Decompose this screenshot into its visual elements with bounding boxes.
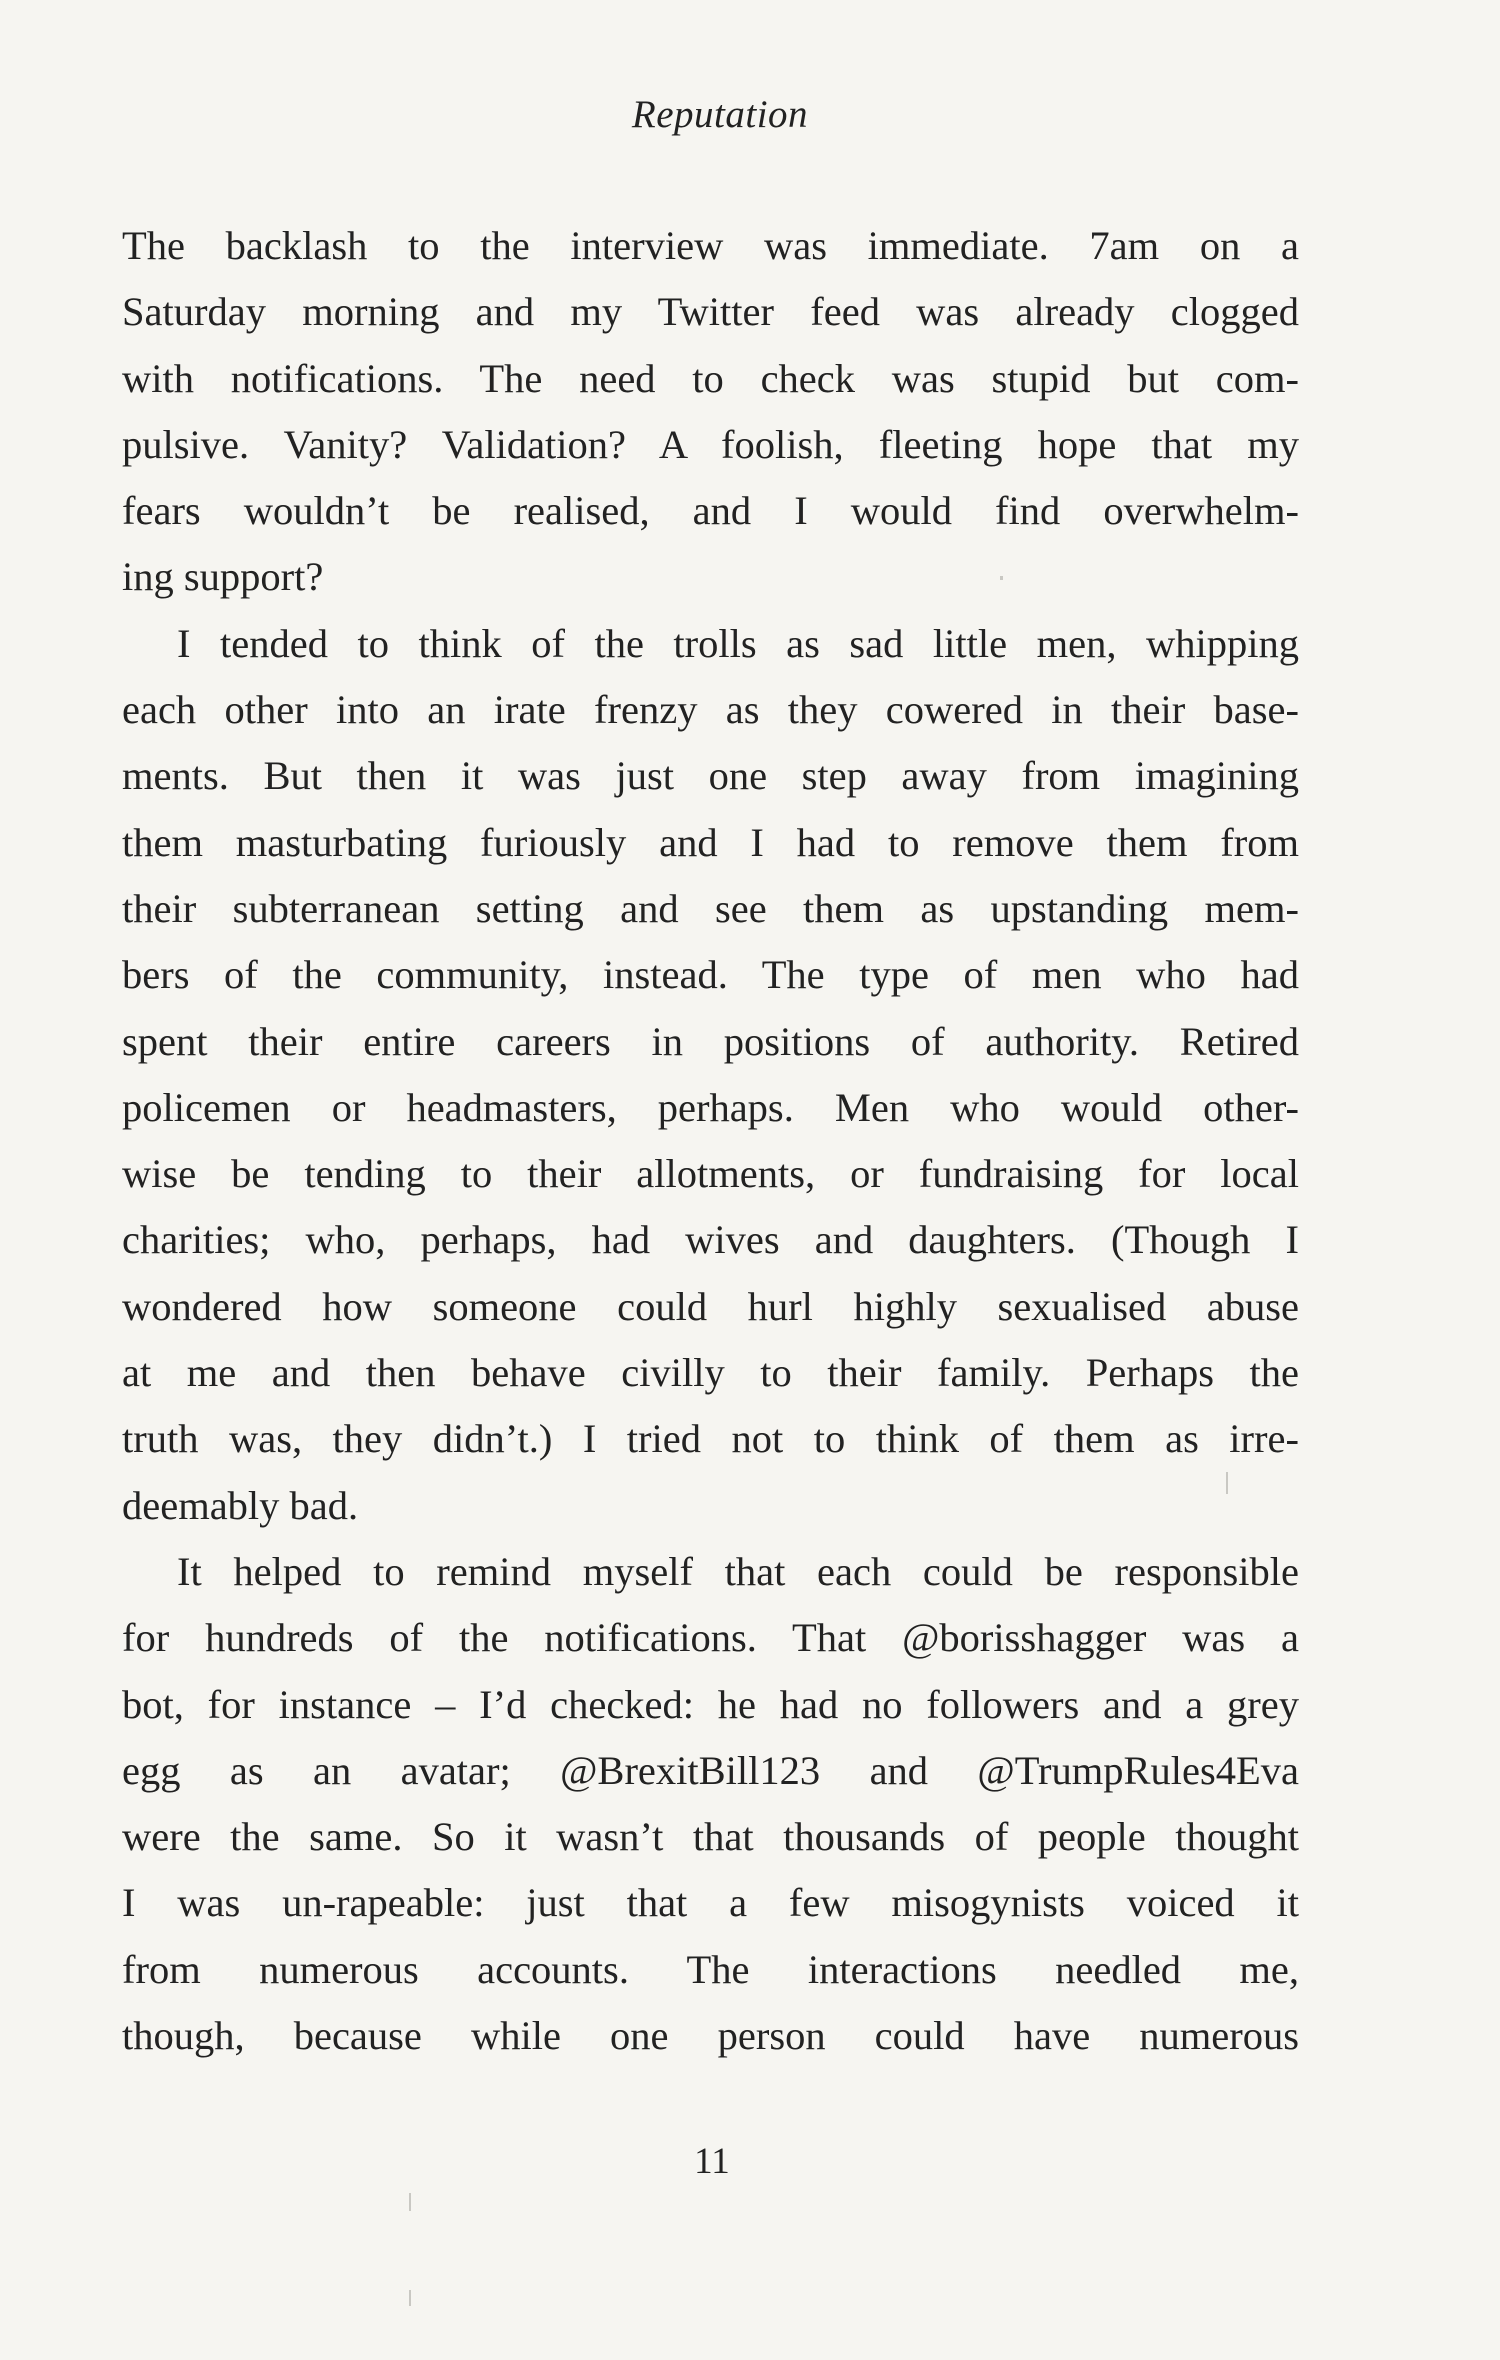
text-line: policemen or headmasters, perhaps. Men who would other-	[122, 1084, 1299, 1130]
text-line: pulsive. Vanity? Validation? A foolish, fleeting hope that my	[122, 421, 1299, 467]
text-line: spent their entire careers in positions of authority. Retired	[122, 1018, 1299, 1064]
text-line: The backlash to the interview was immediate. 7am on a	[122, 223, 1299, 268]
scan-speck	[409, 2193, 411, 2211]
text-line: truth was, they didn’t.) I tried not to think of them as irre-	[122, 1416, 1299, 1462]
text-line: from numerous accounts. The interactions needled me,	[122, 1946, 1299, 1992]
text-line: Saturday morning and my Twitter feed was already clogged	[122, 289, 1299, 335]
scan-speck	[1000, 576, 1003, 580]
text-line: wise be tending to their allotments, or fundraising for local	[122, 1151, 1299, 1197]
text-line: I tended to think of the trolls as sad little men, whipping	[177, 620, 1299, 666]
text-line: I was un-rapeable: just that a few misogynists voiced it	[122, 1880, 1299, 1926]
text-line: at me and then behave civilly to their family. Perhaps the	[122, 1350, 1299, 1396]
text-line: egg as an avatar; @BrexitBill123 and @TrumpRules4Eva	[122, 1747, 1299, 1793]
text-line: each other into an irate frenzy as they cowered in their base-	[122, 687, 1299, 733]
text-line: with notifications. The need to check was stupid but com-	[122, 355, 1299, 401]
text-line: deemably bad.	[122, 1482, 359, 1528]
text-line: bers of the community, instead. The type of men who had	[122, 952, 1299, 998]
text-line: wondered how someone could hurl highly sexualised abuse	[122, 1283, 1299, 1329]
running-head-title: Reputation	[631, 93, 809, 136]
text-line: charities; who, perhaps, had wives and daughters. (Though I	[122, 1217, 1299, 1263]
page-number: 11	[694, 2141, 730, 2182]
text-line: ments. But then it was just one step away from imagining	[122, 753, 1299, 799]
text-line: them masturbating furiously and I had to remove them from	[122, 819, 1299, 865]
scan-speck	[409, 2290, 411, 2306]
text-line: were the same. So it wasn’t that thousands of people thought	[122, 1814, 1299, 1860]
text-line: their subterranean setting and see them as upstanding mem-	[122, 885, 1299, 931]
text-line: ing support?	[122, 554, 324, 600]
text-line: fears wouldn’t be realised, and I would find overwhelm-	[122, 488, 1299, 534]
body-text	[122, 213, 1299, 2069]
text-line: It helped to remind myself that each could be responsible	[177, 1548, 1299, 1594]
text-line: bot, for instance – I’d checked: he had no followers and a grey	[122, 1681, 1299, 1727]
scan-speck	[1226, 1472, 1228, 1494]
text-line: though, because while one person could have numerous	[122, 2013, 1299, 2059]
text-line: for hundreds of the notifications. That @borisshagger was a	[122, 1615, 1299, 1661]
